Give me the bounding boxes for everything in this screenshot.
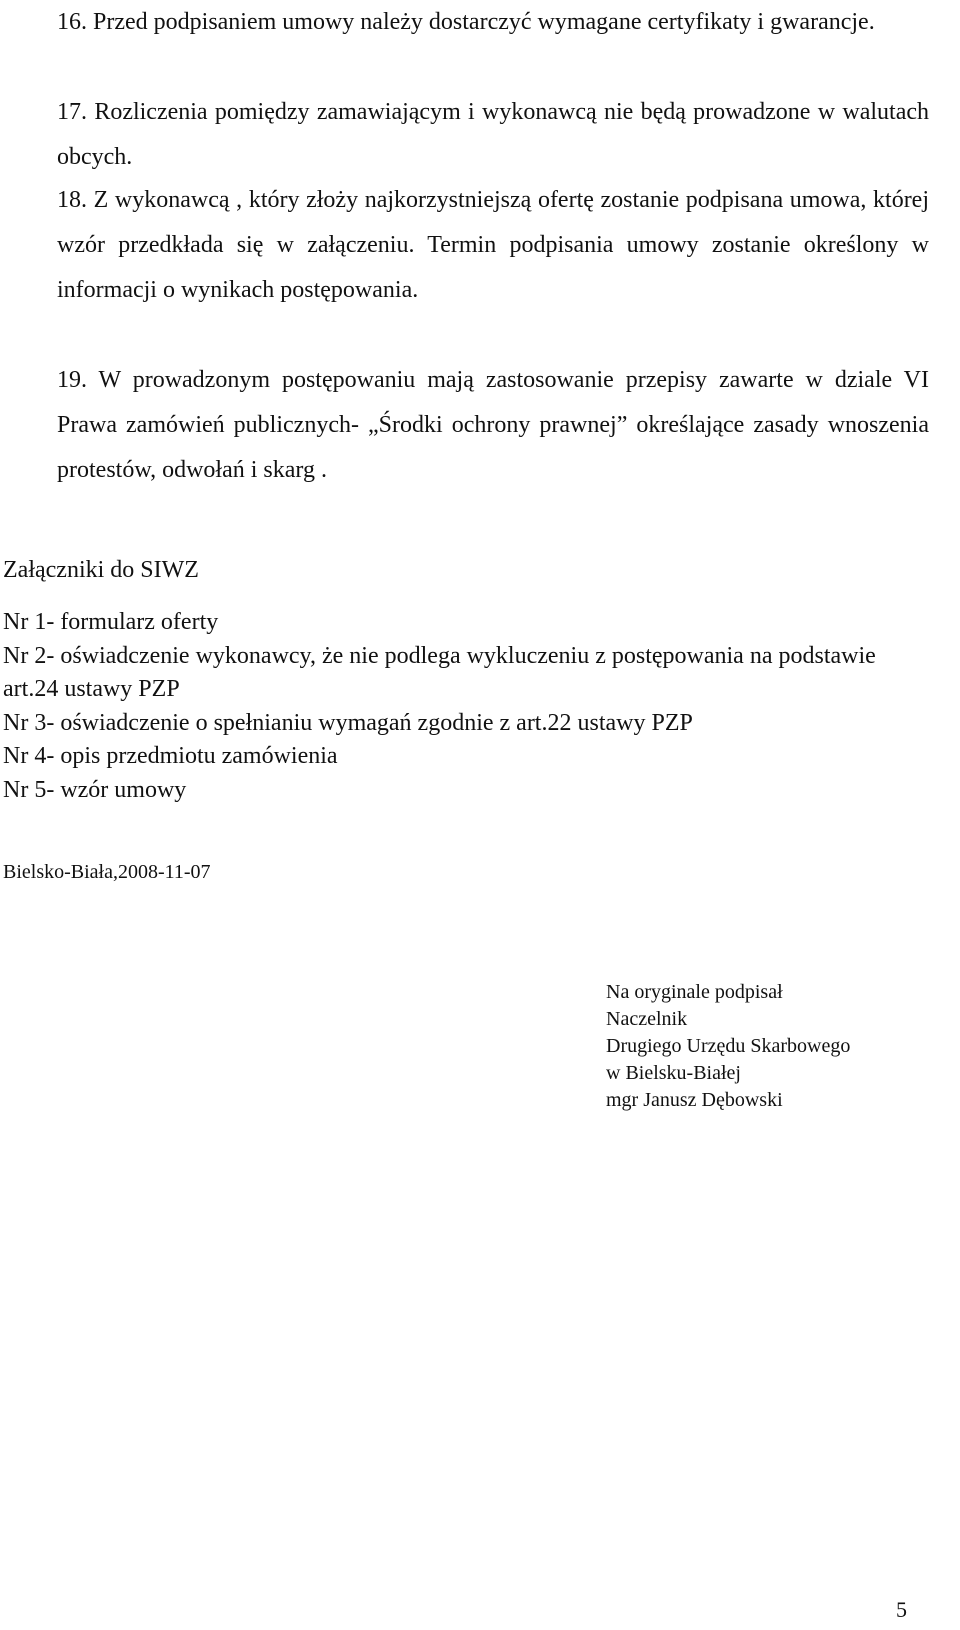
signature-name: mgr Janusz Dębowski bbox=[606, 1089, 783, 1111]
attachment-item-3: Nr 3- oświadczenie o spełnianiu wymagań zgodnie z art.22 ustawy PZP bbox=[3, 709, 693, 736]
item-number: 17. bbox=[57, 99, 87, 125]
item-number: 16. bbox=[57, 9, 87, 35]
signature-city: w Bielsku-Białej bbox=[606, 1062, 741, 1084]
numbered-item-19 bbox=[57, 358, 929, 493]
place-date: Bielsko-Biała,2008-11-07 bbox=[3, 861, 211, 883]
signature-position: Naczelnik bbox=[606, 1008, 688, 1030]
signature-block bbox=[606, 979, 850, 1114]
attachment-item-1: Nr 1- formularz oferty bbox=[3, 609, 219, 635]
signature-note: Na oryginale podpisał bbox=[606, 981, 783, 1003]
item-text: Przed podpisaniem umowy należy dostarczyć wymagane certyfikaty i gwarancje. bbox=[93, 9, 875, 35]
numbered-item-18 bbox=[57, 178, 929, 313]
item-number: 19. bbox=[57, 367, 87, 393]
item-number: 18. bbox=[57, 187, 87, 213]
attachment-item-2: Nr 2- oświadczenie wykonawcy, że nie podlega wykluczeniu z postępowania na podstawie art.24 ustawy PZP bbox=[3, 642, 876, 702]
numbered-item-16 bbox=[57, 0, 929, 45]
attachment-item-4: Nr 4- opis przedmiotu zamówienia bbox=[3, 743, 338, 769]
page-number: 5 bbox=[896, 1597, 907, 1622]
item-text: Rozliczenia pomiędzy zamawiającym i wykonawcą nie będą prowadzone w walutach obcych. bbox=[57, 99, 930, 170]
signature-office: Drugiego Urzędu Skarbowego bbox=[606, 1035, 851, 1057]
attachments-list bbox=[3, 606, 933, 807]
attachments-heading: Załączniki do SIWZ bbox=[3, 557, 199, 583]
item-text: Z wykonawcą , który złoży najkorzystniejszą ofertę zostanie podpisana umowa, której wzór przedkłada się w załączeniu. Termin podpisania umowy zostanie określony w informacji o wynikach postępowania. bbox=[57, 187, 930, 303]
numbered-item-17 bbox=[57, 90, 929, 180]
attachment-item-5: Nr 5- wzór umowy bbox=[3, 776, 187, 803]
item-text: W prowadzonym postępowaniu mają zastosowanie przepisy zawarte w dziale VI Prawa zamówień publicznych- „Środki ochrony prawnej” określające zasady wnoszenia protestów, odwołań i skarg . bbox=[57, 367, 929, 483]
